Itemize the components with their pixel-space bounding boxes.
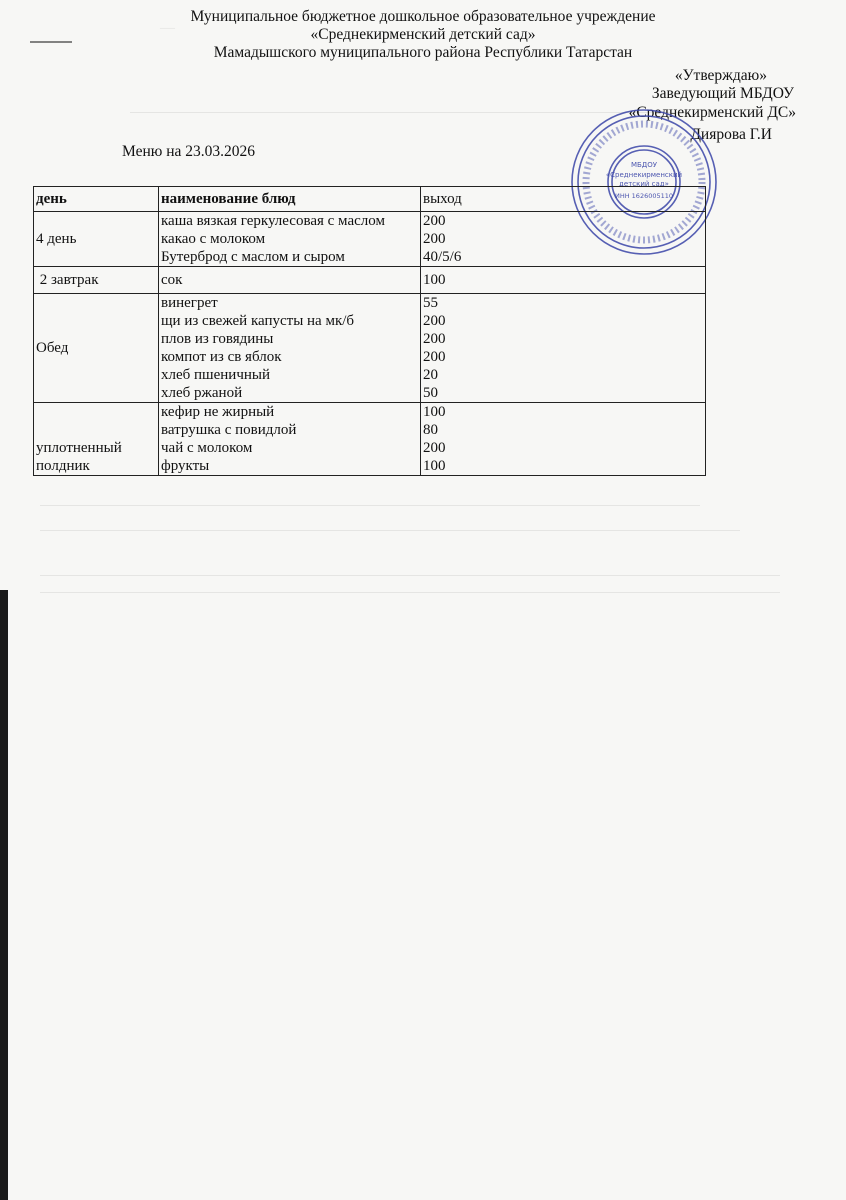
yield-value: 100 [423,458,446,474]
dish-name: сок [159,267,421,294]
dish-name: Бутерброд с маслом и сыром [161,249,345,265]
yield-value: 200 [423,349,446,365]
table-row [34,212,706,267]
yield-value: 20 [423,367,438,383]
yield-value: 200 [423,440,446,456]
table-row [34,403,706,476]
header-dish: наименование блюд [159,187,421,212]
scan-edge [0,590,8,1200]
dish-name: ватрушка с повидлой [161,422,297,438]
dish-name: фрукты [161,458,210,474]
dish-name: каша вязкая геркулесовая с маслом [161,213,385,229]
org-name-line1: Муниципальное бюджетное дошкольное образовательное учреждение [190,8,656,25]
yield-list [421,294,706,403]
yield-value: 100 [423,404,446,420]
approval-org: «Среднекирменский ДС» [628,104,796,121]
dish-list [159,403,421,476]
yield-value: 200 [423,231,446,247]
dish-name: плов из говядины [161,331,274,347]
approval-position: Заведующий МБДОУ [651,85,794,102]
dish-name: щи из свежей капусты на мк/б [161,313,355,329]
org-name-line3: Мамадышского муниципального района Республики Татарстан [213,44,633,61]
dish-name: хлеб ржаной [161,385,243,401]
dish-name: винегрет [161,295,218,311]
table-header-row [34,187,706,212]
dish-list [159,294,421,403]
approval-signatory: Диярова Г.И [690,126,772,143]
stamp-line3: детский сад» [619,180,669,188]
yield-value: 200 [423,313,446,329]
yield-value: 200 [423,213,446,229]
header-yield: выход [421,187,706,212]
section-label: Обед [34,294,159,403]
menu-table [33,186,706,476]
approval-title: «Утверждаю» [674,67,767,84]
yield-value: 40/5/6 [423,249,462,265]
stamp-line2: «Среднекирменский [605,171,683,179]
yield-list [421,212,706,267]
yield-list [421,403,706,476]
dish-name: какао с молоком [161,231,266,247]
dish-name: кефир не жирный [161,404,275,420]
dish-list [159,212,421,267]
yield-value: 80 [423,422,438,438]
section-label-line1: уплотненный [36,440,122,456]
yield-value: 55 [423,295,438,311]
stamp-line4: ИНН 1626005110 [614,192,674,200]
section-label: 4 день [34,212,159,267]
stamp-line1: МБДОУ [630,161,658,169]
dish-name: чай с молоком [161,440,253,456]
table-row [34,294,706,403]
table-row [34,267,706,294]
dish-name: хлеб пшеничный [161,367,270,383]
org-name-line2: «Среднекирменский детский сад» [310,26,536,43]
yield-value: 200 [423,331,446,347]
section-label: 2 завтрак [34,267,159,294]
menu-title: Меню на 23.03.2026 [122,143,256,160]
section-label-line2: полдник [36,458,90,474]
yield-value: 50 [423,385,438,401]
yield-value: 100 [421,267,706,294]
header-day: день [34,187,159,212]
dish-name: компот из св яблок [161,349,282,365]
section-label [34,403,159,476]
